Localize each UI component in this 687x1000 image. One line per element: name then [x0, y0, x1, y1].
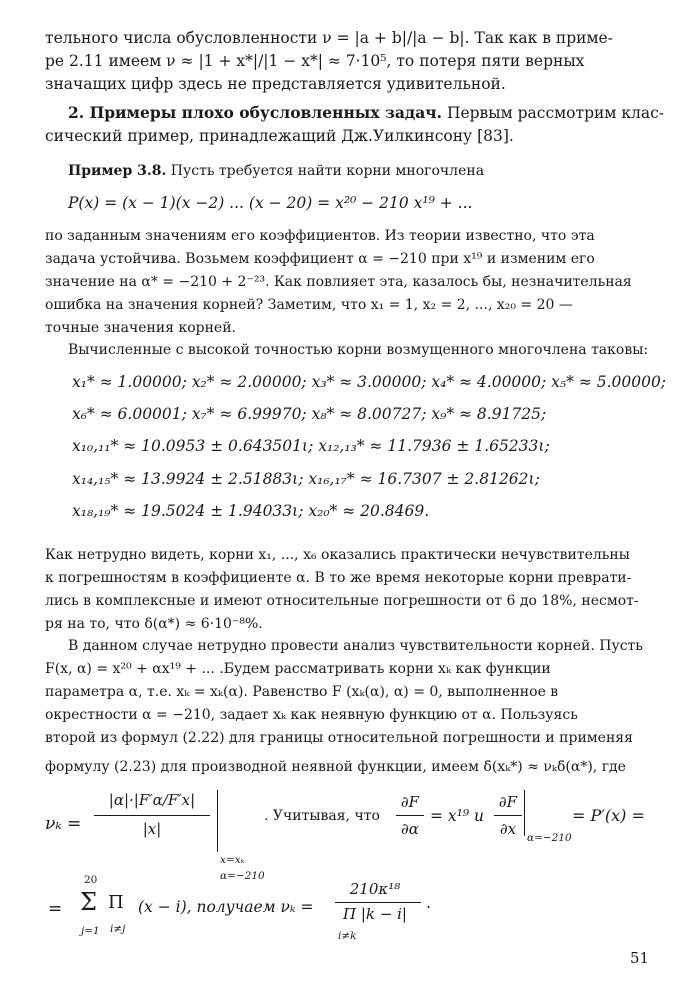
nu-sub-2: α=−210 — [220, 870, 265, 882]
example-p1-line-1: по заданным значениям его коэффициентов. Из теории известно, что эта — [45, 228, 595, 244]
final-period: . — [426, 894, 431, 912]
page-number: 51 — [630, 949, 650, 967]
example-p3-line-1: Как нетрудно видеть, корни x₁, ..., x₆ оказались практически нечувствительны — [45, 547, 630, 563]
example-p4-line-4: окрестности α = −210, задает xₖ как неявную функцию от α. Пользуясь — [45, 707, 578, 723]
final-term: (x − i), получаем νₖ = — [138, 898, 314, 916]
section-line-2: сический пример, принадлежащий Дж.Уилкинсону [83]. — [45, 127, 514, 145]
example-p3-line-3: лись в комплексные и имеют относительные погрешности от 6 до 18%, несмот- — [45, 593, 639, 609]
nu-sub-3: α=−210 — [527, 832, 572, 844]
dF-top-1: ∂F — [400, 793, 420, 811]
example-p4-line-1: В данном случае нетрудно провести анализ чувствительности корней. Пусть — [68, 638, 643, 654]
prod-symbol: Π — [108, 892, 124, 913]
roots-line-3: x₁₀,₁₁* ≈ 10.0953 ± 0.643501ι; x₁₂,₁₃* ≈ 11.7936 ± 1.65233ι; — [72, 437, 550, 455]
example-p1-line-2: задача устойчива. Возьмем коэффициент α = −210 при x¹⁹ и изменим его — [45, 251, 595, 267]
polynomial-formula: P(x) = (x − 1)(x −2) ... (x − 20) = x²⁰ − 210 x¹⁹ + ... — [68, 194, 473, 212]
final-numerator: 210κ¹⁸ — [349, 880, 401, 898]
nu-numerator: |α|·|F′α/F′x| — [108, 791, 196, 809]
dF-bar-2 — [494, 815, 522, 816]
intro-line-1: тельного числа обусловленности ν = |a + b|/|a − b|. Так как в приме- — [45, 29, 613, 47]
sum-symbol: Σ — [80, 888, 97, 916]
section-heading: 2. Примеры плохо обусловленных задач. — [68, 103, 443, 122]
example-p1-line-4: ошибка на значения корней? Заметим, что x₁ = 1, x₂ = 2, ..., x₂₀ = 20 — — [45, 297, 573, 313]
final-eq: = — [48, 899, 63, 919]
final-denominator: Π |k − i| — [343, 905, 407, 923]
example-p4-line-6: формулу (2.23) для производной неявной функции, имеем δ̄(xₖ*) ≈ νₖδ̄(α*), где — [45, 759, 626, 775]
example-p3-line-2: к погрешностям в коэффициенте α. В то же время некоторые корни преврати- — [45, 570, 632, 586]
dalpha-bottom: ∂α — [401, 820, 419, 838]
dx-bottom: ∂x — [499, 820, 517, 838]
dF-eval-bar — [524, 790, 525, 836]
final-den-sub: i≠k — [338, 930, 357, 942]
example-intro — [68, 161, 484, 181]
dF-top-2: ∂F — [498, 793, 518, 811]
nu-mid-text: . Учитывая, что — [264, 808, 380, 824]
example-p1-line-3: значение на α* = −210 + 2⁻²³. Как повлияет эта, казалось бы, незначительная — [45, 274, 632, 290]
example-p4-line-3: параметра α, т.е. xₖ = xₖ(α). Равенство F (xₖ(α), α) = 0, выполненное в — [45, 684, 559, 700]
example-text: Пусть требуется найти корни многочлена — [166, 163, 485, 179]
nu-eval-bar — [217, 790, 218, 852]
final-fraction-bar — [335, 902, 421, 903]
example-p3-line-4: ря на то, что δ(α*) ≈ 6·10⁻⁸%. — [45, 616, 263, 632]
nu-lhs: νₖ = — [45, 814, 82, 834]
example-label: Пример 3.8. — [68, 163, 167, 179]
roots-line-2: x₆* ≈ 6.00001; x₇* ≈ 6.99970; x₈* ≈ 8.00727; x₉* ≈ 8.91725; — [72, 405, 547, 423]
sum-bottom: j=1 — [81, 925, 100, 937]
example-p2: Вычисленные с высокой точностью корни возмущенного многочлена таковы: — [68, 342, 649, 358]
nu-rhs: = P′(x) = — [572, 806, 645, 825]
example-p4-line-5: второй из формул (2.22) для границы относительной погрешности и применяя — [45, 730, 633, 746]
nu-fraction-bar — [94, 815, 210, 816]
intro-line-3: значащих цифр здесь не представляется удивительной. — [45, 75, 506, 93]
example-p1-line-5: точные значения корней. — [45, 320, 236, 336]
section-paragraph — [68, 103, 664, 123]
roots-line-4: x₁₄,₁₅* ≈ 13.9924 ± 2.51883ι; x₁₆,₁₇* ≈ 16.7307 ± 2.81262ι; — [72, 470, 540, 488]
nu-denominator: |x| — [142, 820, 162, 838]
sum-top: 20 — [84, 874, 98, 886]
roots-line-5: x₁₈,₁₉* ≈ 19.5024 ± 1.94033ι; x₂₀* ≈ 20.8469. — [72, 502, 430, 520]
nu-eq-1: = x¹⁹ и — [430, 807, 484, 825]
nu-sub-1: x=xₖ — [220, 854, 245, 866]
section-text: Первым рассмотрим клас- — [442, 104, 665, 122]
intro-line-2: ре 2.11 имеем ν ≈ |1 + x*|/|1 − x*| ≈ 7·10⁵, то потеря пяти верных — [45, 52, 585, 70]
prod-bottom: i≠j — [110, 923, 126, 935]
example-p4-line-2: F(x, α) = x²⁰ + αx¹⁹ + ... .Будем рассматривать корни xₖ как функции — [45, 661, 551, 677]
dF-bar-1 — [396, 815, 424, 816]
roots-line-1: x₁* ≈ 1.00000; x₂* ≈ 2.00000; x₃* ≈ 3.00000; x₄* ≈ 4.00000; x₅* ≈ 5.00000; — [72, 373, 667, 391]
